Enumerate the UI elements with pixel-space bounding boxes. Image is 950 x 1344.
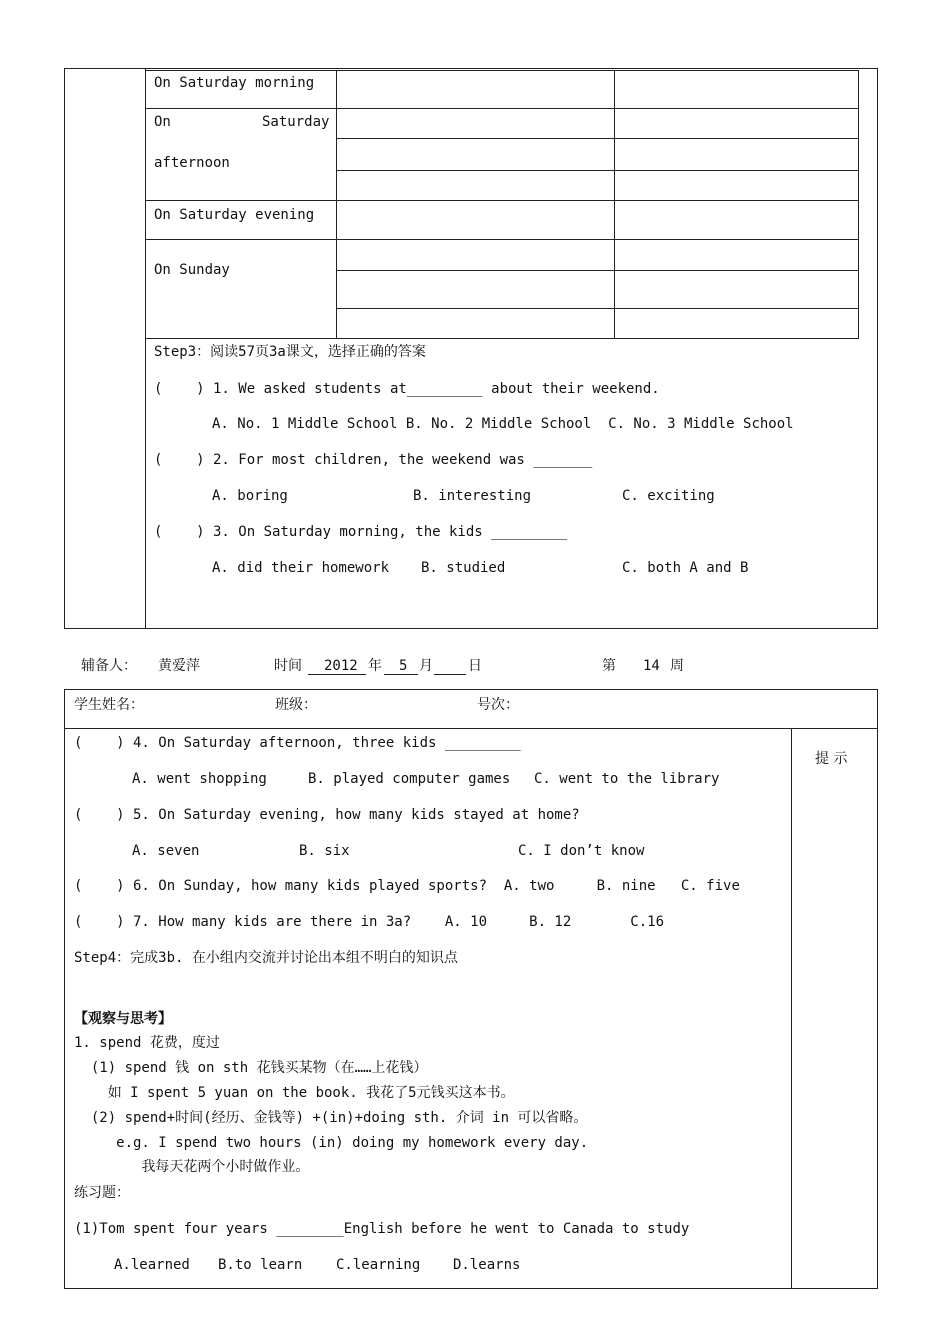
number-label: 号次： (477, 697, 519, 713)
question-4: ( ) 4. On Saturday afternoon, three kids _________ (74, 735, 521, 751)
observe-title: 【观察与思考】 (74, 1011, 172, 1027)
exercise-1-option-d: D.learns (453, 1257, 521, 1273)
observe-line-4: (2) spend+时间(经历、金钱等) +(in)+doing sth. 介词 in 可以省略。 (74, 1110, 588, 1126)
observe-line-3: 如 I spent 5 yuan on the book. 我花了5元钱买这本书。 (74, 1085, 515, 1101)
student-name-label: 学生姓名： (74, 697, 144, 713)
week-prefix: 第 (602, 658, 616, 674)
observe-line-6: 我每天花两个小时做作业。 (74, 1159, 310, 1175)
step4-title: Step4：完成3b. 在小组内交流并讨论出本组不明白的知识点 (74, 950, 458, 966)
question-5-option-c: C. I don’t know (518, 843, 645, 859)
question-5: ( ) 5. On Saturday evening, how many kids stayed at home? (74, 807, 580, 823)
question-4-option-a: A. went shopping (132, 771, 267, 787)
time-label: 时间 (274, 658, 302, 674)
schedule-label-saturday-afternoon-c: afternoon (154, 155, 230, 171)
exercise-1: (1)Tom spent four years ________English before he went to Canada to study (74, 1221, 690, 1237)
year-unit: 年 (368, 658, 382, 674)
question-4-option-b: B. played computer games (308, 771, 511, 787)
week-number: 14 (643, 658, 660, 674)
question-4-option-c: C. went to the library (534, 771, 720, 787)
question-3: ( ) 3. On Saturday morning, the kids _________ (154, 524, 568, 540)
question-3-option-c: C. both A and B (622, 560, 749, 576)
schedule-label-saturday-afternoon-a: On (154, 114, 171, 130)
question-3-option-a: A. did their homework (212, 560, 390, 576)
question-3-option-b: B. studied (421, 560, 506, 576)
schedule-label-saturday-afternoon-b: Saturday (262, 114, 330, 130)
question-7: ( ) 7. How many kids are there in 3a? A. 10 B. 12 C.16 (74, 914, 665, 930)
question-5-option-a: A. seven (132, 843, 200, 859)
day-unit: 日 (468, 658, 482, 674)
exercise-label: 练习题： (74, 1185, 130, 1201)
observe-line-2: (1) spend 钱 on sth 花钱买某物（在……上花钱） (74, 1060, 428, 1076)
observe-line-1: 1. spend 花费，度过 (74, 1035, 220, 1051)
month-unit: 月 (419, 658, 433, 674)
step3-title: Step3：阅读57页3a课文，选择正确的答案 (154, 344, 426, 360)
year-value: 2012 (324, 658, 358, 674)
exercise-1-option-c: C.learning (336, 1257, 421, 1273)
preparer-label: 辅备人： (81, 658, 137, 674)
schedule-label-sunday: On Sunday (154, 262, 230, 278)
question-1: ( ) 1. We asked students at_________ about their weekend. (154, 381, 660, 397)
observe-line-5: e.g. I spend two hours (in) doing my homework every day. (74, 1135, 589, 1151)
question-2-option-c: C. exciting (622, 488, 715, 504)
question-6: ( ) 6. On Sunday, how many kids played sports? A. two B. nine C. five (74, 878, 740, 894)
question-5-option-b: B. six (299, 843, 350, 859)
question-2: ( ) 2. For most children, the weekend was _______ (154, 452, 593, 468)
question-2-option-a: A. boring (212, 488, 288, 504)
preparer-name: 黄爱萍 (158, 658, 200, 674)
exercise-1-option-a: A.learned (114, 1257, 190, 1273)
schedule-label-saturday-morning: On Saturday morning (154, 75, 315, 91)
month-value: 5 (399, 658, 408, 674)
exercise-1-option-b: B.to learn (218, 1257, 303, 1273)
week-suffix: 周 (670, 658, 684, 674)
hint-label: 提 示 (815, 751, 848, 767)
question-2-option-b: B. interesting (413, 488, 532, 504)
class-label: 班级： (275, 697, 317, 713)
schedule-label-saturday-evening: On Saturday evening (154, 207, 315, 223)
question-1-options: A. No. 1 Middle School B. No. 2 Middle School C. No. 3 Middle School (212, 416, 794, 432)
